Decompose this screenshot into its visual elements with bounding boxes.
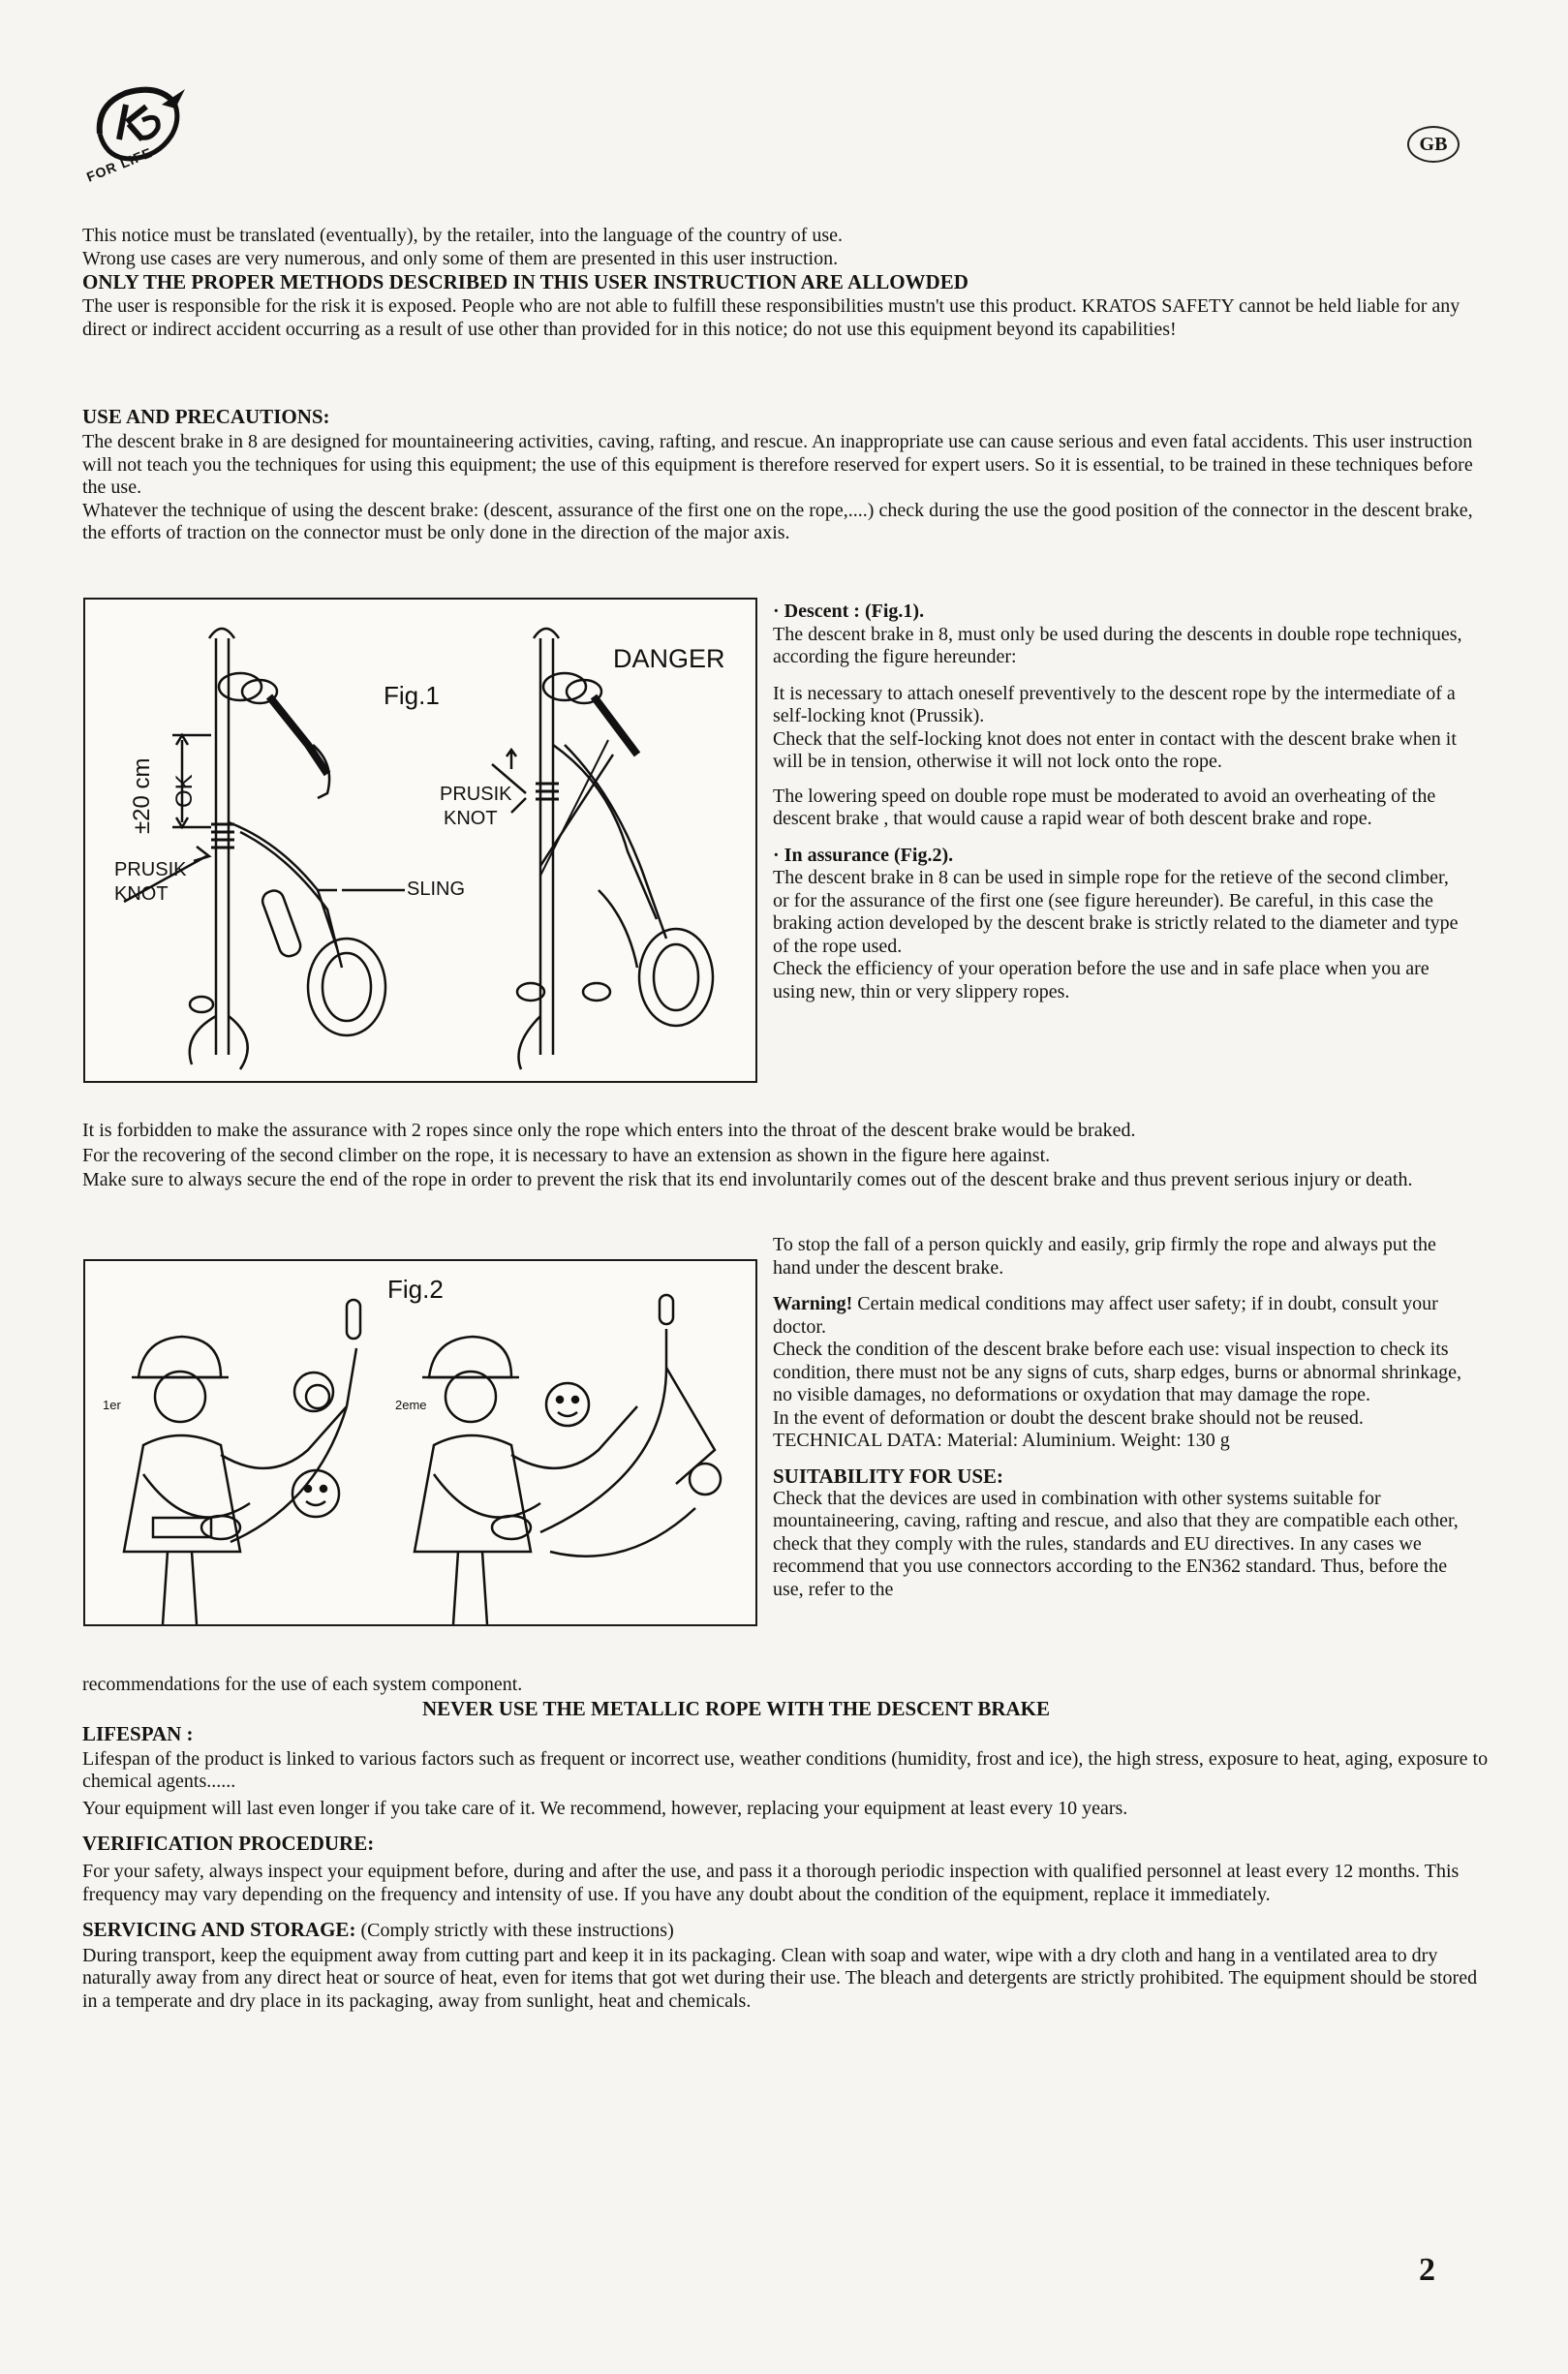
safety-section bbox=[773, 1234, 1468, 1601]
fig1-prusik-left-line-1: PRUSIK bbox=[114, 859, 187, 880]
brand-logo bbox=[82, 76, 208, 211]
servicing-paragraph: During transport, keep the equipment away from cutting part and keep it in its packaging. Clean with soap and water, wipe with a dry cloth and hang in a ventilated area to dry naturally away from any direct heat or source of heat, even for items that got wet during their use. The bleach and detergents are strictly prohibited. The equipment should be stored in a temperate and dry place in its packaging, away from sunlight, heat and chemicals. bbox=[82, 1944, 1478, 2012]
fig2-second-climber-label: 2eme bbox=[395, 1398, 427, 1412]
use-section bbox=[82, 405, 1496, 545]
suitability-paragraph: Check that the devices are used in combination with other systems suitable for mountaineering, caving, rafting and rescue, and also that they are compatible each other, check that they comply with the rules, standards and EU directives. In any cases we recommend that you use connectors according to the EN362 standard. Thus, before the use, refer to the bbox=[773, 1487, 1459, 1600]
fig1-measure-label: ±20 cm bbox=[129, 757, 155, 834]
intro-line-1: This notice must be translated (eventually), by the retailer, into the language of the country of use. bbox=[82, 225, 844, 246]
assurance-paragraph-2: Check the efficiency of your operation before the use and in safe place when you are using new, thin or very slippery ropes. bbox=[773, 958, 1430, 1002]
fig1-danger-label: DANGER bbox=[613, 644, 725, 673]
belay-diagram-icon bbox=[85, 1261, 755, 1624]
fig2-title: Fig.2 bbox=[387, 1275, 444, 1304]
use-paragraph-2: Whatever the technique of using the descent brake: (descent, assurance of the first one on the rope,....) check during the use the good position of the connector in the descent brake, the efforts of traction on the connector must be only done in the direction of the major axis. bbox=[82, 499, 1473, 543]
logo-text: FOR LIFE bbox=[84, 144, 155, 185]
fig1-ok-label: OK bbox=[171, 774, 198, 808]
mid-line-3: Make sure to always secure the end of the rope in order to prevent the risk that its end involuntarily comes out of the descent brake and thus prevent serious injury or death. bbox=[82, 1169, 1413, 1190]
fig1-sling-label: SLING bbox=[407, 879, 466, 900]
fig1-title: Fig.1 bbox=[384, 681, 440, 710]
inspection-paragraph: Check the condition of the descent brake before each use: visual inspection to check its condition, there must not be any signs of cuts, sharp edges, burns or abnormal shrinkage, no visible damages, no deformations or oxydation that may damage the rope. bbox=[773, 1339, 1461, 1405]
verification-heading: VERIFICATION PROCEDURE: bbox=[82, 1832, 375, 1855]
suitability-continuation: recommendations for the use of each system component. bbox=[82, 1674, 523, 1695]
descent-paragraph-4: The lowering speed on double rope must be moderated to avoid an overheating of the descent brake , that would cause a rapid wear of both descent brake and rope. bbox=[773, 785, 1436, 829]
warning-text: Certain medical conditions may affect user safety; if in doubt, consult your doctor. bbox=[773, 1293, 1438, 1338]
descent-heading: · Descent : (Fig.1). bbox=[773, 601, 925, 622]
warning-label: Warning! bbox=[773, 1293, 853, 1314]
language-badge: GB bbox=[1407, 126, 1460, 163]
servicing-heading: SERVICING AND STORAGE: bbox=[82, 1918, 356, 1941]
suitability-heading: SUITABILITY FOR USE: bbox=[773, 1464, 1004, 1488]
grip-paragraph: To stop the fall of a person quickly and easily, grip firmly the rope and always put the hand under the descent brake. bbox=[773, 1234, 1436, 1279]
lifespan-paragraph-2: Your equipment will last even longer if you take care of it. We recommend, however, replacing your equipment at least every 10 years. bbox=[82, 1797, 1128, 1819]
fig2-first-climber-label: 1er bbox=[103, 1398, 121, 1412]
mid-line-1: It is forbidden to make the assurance with 2 ropes since only the rope which enters into the throat of the descent brake would be braked. bbox=[82, 1120, 1136, 1141]
assurance-paragraph-1: The descent brake in 8 can be used in simple rope for the retieve of the second climber, or for the assurance of the first one (see figure hereunder). Be careful, in this case the braking action developed by the descent brake is strictly related to the diameter and type of the rope used. bbox=[773, 867, 1459, 957]
warning-paragraph bbox=[773, 1293, 1468, 1339]
technical-data: TECHNICAL DATA: Material: Aluminium. Weight: 130 g bbox=[773, 1430, 1230, 1451]
lifespan-paragraph-1: Lifespan of the product is linked to various factors such as frequent or incorrect use, weather conditions (humidity, frost and ice), the high stress, exposure to heat, aging, exposure to chemical agents...... bbox=[82, 1747, 1489, 1792]
verification-paragraph: For your safety, always inspect your equipment before, during and after the use, and pass it a thorough periodic inspection with qualified personnel at least every 12 months. This frequency may vary depending on the frequency and intensity of use. If you have any doubt about the condition of the equipment, replace it immediately. bbox=[82, 1861, 1460, 1905]
descent-paragraph-1: The descent brake in 8, must only be used during the descents in double rope techniques, according the figure hereunder: bbox=[773, 623, 1462, 667]
descent-paragraph-3: Check that the self-locking knot does not enter in contact with the descent brake when it will be in tension, otherwise it will not lock onto the rope. bbox=[773, 727, 1457, 772]
descent-paragraph-2: It is necessary to attach oneself preventively to the descent rope by the intermediate of a self-locking knot (Prussik). bbox=[773, 682, 1456, 726]
assurance-heading: · In assurance (Fig.2). bbox=[773, 844, 954, 866]
fig1-prusik-right-line-2: KNOT bbox=[444, 808, 498, 829]
descent-section bbox=[773, 601, 1468, 1003]
figure-1 bbox=[83, 598, 757, 1083]
use-heading: USE AND PRECAUTIONS: bbox=[82, 405, 330, 428]
deformation-paragraph: In the event of deformation or doubt the descent brake should not be reused. bbox=[773, 1406, 1364, 1429]
intro-heading: ONLY THE PROPER METHODS DESCRIBED IN THIS USER INSTRUCTION ARE ALLOWDED bbox=[82, 270, 968, 293]
intro-line-2: Wrong use cases are very numerous, and only some of them are presented in this user instruction. bbox=[82, 247, 839, 269]
fig1-prusik-right-line-1: PRUSIK bbox=[440, 784, 512, 805]
intro-section bbox=[82, 225, 1496, 341]
lifespan-heading: LIFESPAN : bbox=[82, 1721, 194, 1745]
mid-section bbox=[82, 1120, 1496, 1192]
metallic-rope-warning: NEVER USE THE METALLIC ROPE WITH THE DESCENT BRAKE bbox=[421, 1696, 1051, 1720]
page-number: 2 bbox=[1419, 2252, 1435, 2288]
intro-paragraph: The user is responsible for the risk it is exposed. People who are not able to fulfill these responsibilities mustn't use this product. KRATOS SAFETY cannot be held liable for any direct or indirect accident occurring as a result of use other than provided for in this notice; do not use this equipment beyond its capabilities! bbox=[82, 295, 1460, 340]
mid-line-2: For the recovering of the second climber on the rope, it is necessary to have an extension as shown in the figure here against. bbox=[82, 1144, 1051, 1166]
servicing-heading-line bbox=[82, 1918, 1496, 1943]
servicing-note: (Comply strictly with these instructions) bbox=[355, 1920, 674, 1941]
bottom-section bbox=[82, 1674, 1496, 2013]
fig1-prusik-left-line-2: KNOT bbox=[114, 883, 169, 905]
figure-2 bbox=[83, 1259, 757, 1626]
use-paragraph-1: The descent brake in 8 are designed for mountaineering activities, caving, rafting, and rescue. An inappropriate use can cause serious and even fatal accidents. This user instruction will not teach you the techniques for using this equipment; the use of this equipment is therefore reserved for expert users. So it is essential, to be trained in these techniques before the use. bbox=[82, 431, 1473, 498]
